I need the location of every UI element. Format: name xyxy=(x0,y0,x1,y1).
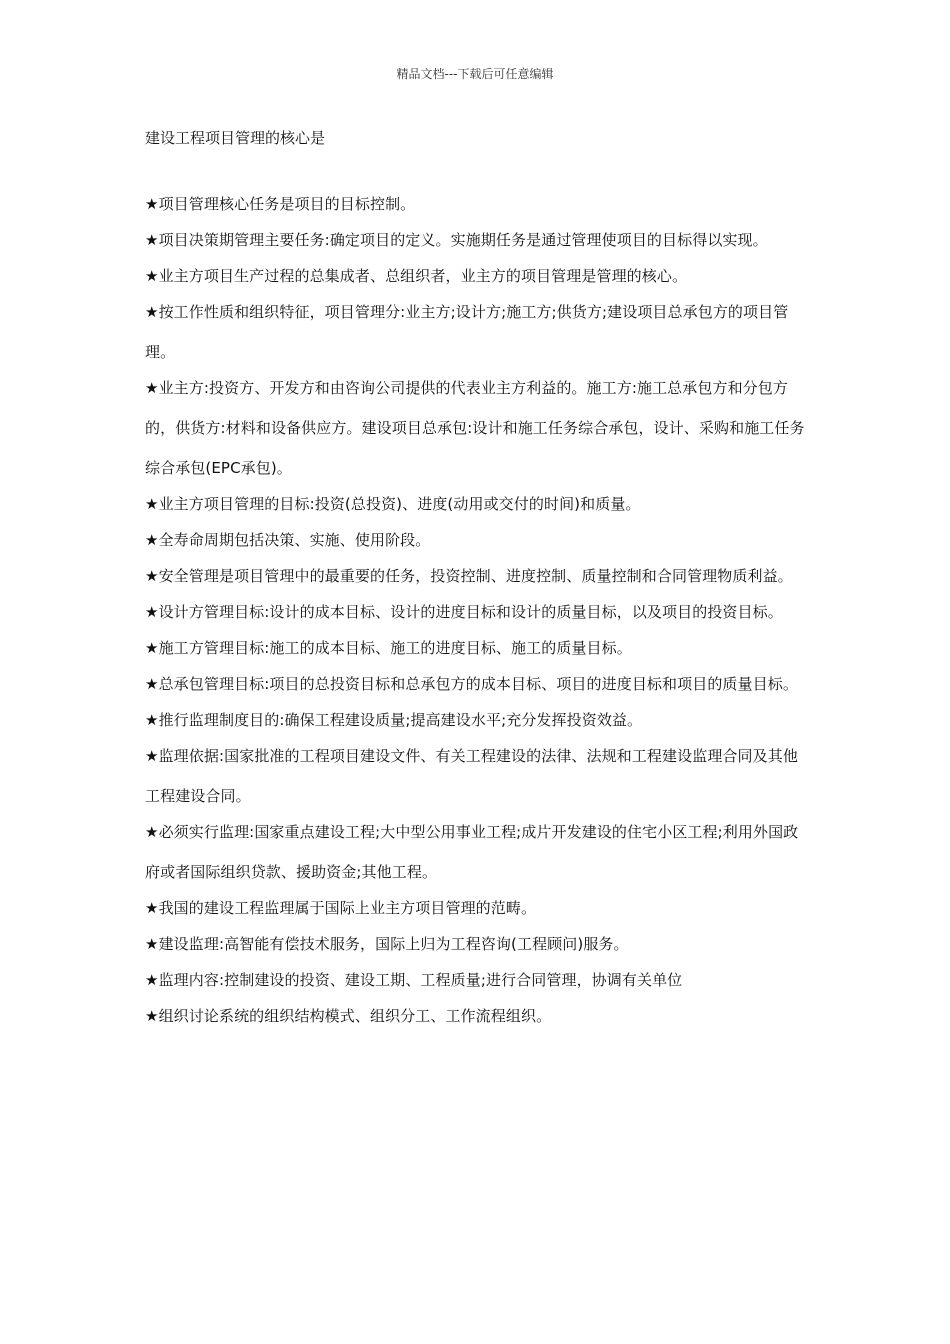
list-item xyxy=(145,184,810,224)
list-item xyxy=(145,924,810,964)
list-item xyxy=(145,700,810,740)
item-text: 全寿命周期包括决策、实施、使用阶段。 xyxy=(158,531,431,549)
item-text: 我国的建设工程监理属于国际上业主方项目管理的范畴。 xyxy=(158,899,537,917)
list-item xyxy=(145,520,810,560)
star-icon: ★ xyxy=(145,971,159,989)
document-title: 建设工程项目管理的核心是 xyxy=(145,129,326,147)
star-icon: ★ xyxy=(145,823,159,841)
list-item xyxy=(145,812,810,892)
star-icon: ★ xyxy=(145,531,159,549)
item-text: 项目决策期管理主要任务:确定项目的定义。实施期任务是通过管理使项目的目标得以实现。 xyxy=(158,231,768,249)
star-icon: ★ xyxy=(145,195,159,213)
list-item xyxy=(145,592,810,632)
item-text: 施工方管理目标:施工的成本目标、施工的进度目标、施工的质量目标。 xyxy=(158,639,632,657)
item-text: 业主方项目生产过程的总集成者、总组织者，业主方的项目管理是管理的核心。 xyxy=(158,267,688,285)
star-icon: ★ xyxy=(145,379,159,397)
star-icon: ★ xyxy=(145,899,159,917)
page-header: 精品文档---下载后可任意编辑 xyxy=(396,67,554,81)
list-item xyxy=(145,220,810,260)
list-item xyxy=(145,292,810,372)
star-icon: ★ xyxy=(145,675,159,693)
list-item xyxy=(145,960,810,1000)
list-item xyxy=(145,888,810,928)
star-icon: ★ xyxy=(145,603,159,621)
star-icon: ★ xyxy=(145,639,159,657)
star-icon: ★ xyxy=(145,935,159,953)
item-text: 推行监理制度目的:确保工程建设质量;提高建设水平;充分发挥投资效益。 xyxy=(158,711,643,729)
list-item xyxy=(145,996,810,1036)
star-icon: ★ xyxy=(145,711,159,729)
star-icon: ★ xyxy=(145,1007,159,1025)
item-text: 监理依据:国家批准的工程项目建设文件、有关工程建设的法律、法规和工程建设监理合同及其他工程建设合同。 xyxy=(145,747,798,805)
item-text: 总承包管理目标:项目的总投资目标和总承包方的成本目标、项目的进度目标和项目的质量目标。 xyxy=(158,675,798,693)
star-icon: ★ xyxy=(145,267,159,285)
item-text: 安全管理是项目管理中的最重要的任务，投资控制、进度控制、质量控制和合同管理物质利益。 xyxy=(158,567,793,585)
item-text: 业主方:投资方、开发方和由咨询公司提供的代表业主方利益的。施工方:施工总承包方和分包方的，供货方:材料和设备供应方。建设项目总承包:设计和施工任务综合承包，设计、采购和施工任务综合承包(EPC承包)。 xyxy=(145,379,805,477)
list-item xyxy=(145,256,810,296)
item-text: 组织讨论系统的组织结构模式、组织分工、工作流程组织。 xyxy=(158,1007,552,1025)
list-item xyxy=(145,736,810,816)
item-text: 必须实行监理:国家重点建设工程;大中型公用事业工程;成片开发建设的住宅小区工程;利用外国政府或者国际组织贷款、援助资金;其他工程。 xyxy=(145,823,799,881)
item-text: 业主方项目管理的目标:投资(总投资)、进度(动用或交付的时间)和质量。 xyxy=(158,495,641,513)
item-text: 按工作性质和组织特征，项目管理分:业主方;设计方;施工方;供货方;建设项目总承包方的项目管理。 xyxy=(145,303,789,361)
item-text: 建设监理:高智能有偿技术服务，国际上归为工程咨询(工程顾问)服务。 xyxy=(158,935,629,953)
item-text: 设计方管理目标:设计的成本目标、设计的进度目标和设计的质量目标，以及项目的投资目标。 xyxy=(158,603,783,621)
item-text: 项目管理核心任务是项目的目标控制。 xyxy=(158,195,416,213)
star-icon: ★ xyxy=(145,747,159,765)
item-text: 监理内容:控制建设的投资、建设工期、工程质量;进行合同管理，协调有关单位 xyxy=(158,971,683,989)
list-item xyxy=(145,484,810,524)
star-icon: ★ xyxy=(145,567,159,585)
list-item xyxy=(145,368,810,488)
bullet-list xyxy=(145,184,810,1032)
star-icon: ★ xyxy=(145,495,159,513)
star-icon: ★ xyxy=(145,303,159,321)
list-item xyxy=(145,628,810,668)
list-item xyxy=(145,664,810,704)
list-item xyxy=(145,556,810,596)
star-icon: ★ xyxy=(145,231,159,249)
